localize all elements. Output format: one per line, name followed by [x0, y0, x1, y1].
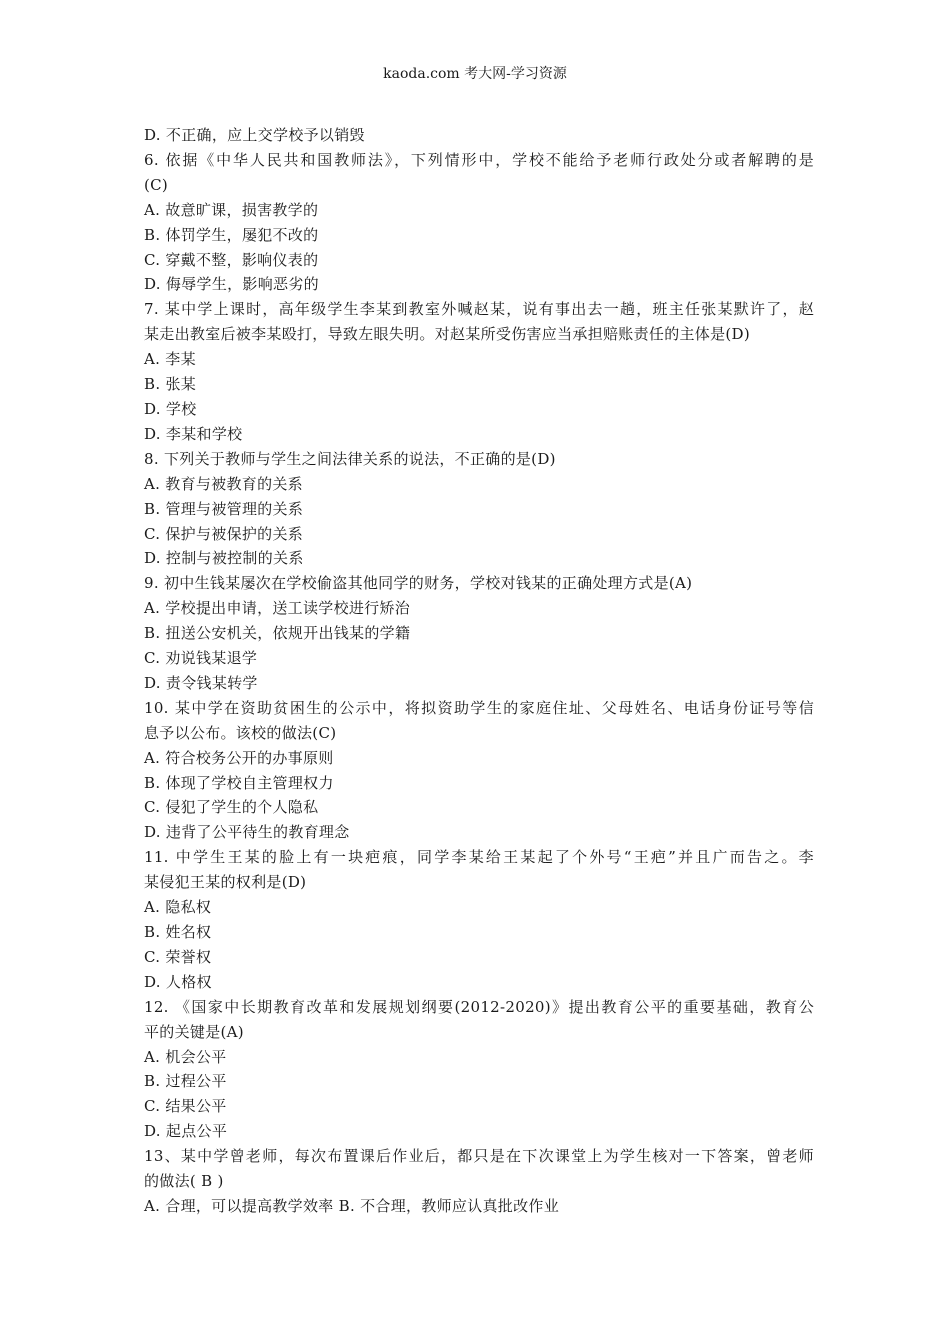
option-line: D. 违背了公平待生的教育理念 — [144, 823, 350, 842]
question-line: 某走出教室后被李某殴打，导致左眼失明。对赵某所受伤害应当承担赔账责任的主体是(D) — [144, 325, 751, 344]
question-line: 7. 某中学上课时，高年级学生李某到教室外喊赵某，说有事出去一趟，班主任张某默许了，赵 — [144, 300, 814, 319]
option-line: A. 教育与被教育的关系 — [144, 474, 303, 493]
option-line: D. 起点公平 — [144, 1122, 228, 1141]
option-line: D. 李某和学校 — [144, 424, 243, 443]
option-line: C. 结果公平 — [144, 1097, 227, 1116]
option-line: C. 保护与被保护的关系 — [144, 524, 304, 543]
question-line: 6. 依据《中华人民共和国教师法》，下列情形中，学校不能给予老师行政处分或者解聘的是 — [144, 150, 814, 169]
option-line: C. 荣誉权 — [144, 947, 212, 966]
option-line: A. 李某 — [144, 350, 196, 369]
question-line: 某侵犯王某的权利是(D) — [144, 873, 307, 892]
question-line: 9. 初中生钱某屡次在学校偷盗其他同学的财务，学校对钱某的正确处理方式是(A) — [144, 574, 693, 593]
option-line: A. 符合校务公开的办事原则 — [144, 748, 334, 767]
question-line: 平的关键是(A) — [144, 1022, 244, 1041]
option-line: A. 隐私权 — [144, 898, 212, 917]
document-body — [144, 123, 814, 1219]
question-line: 12. 《国家中长期教育改革和发展规划纲要(2012-2020)》提出教育公平的重要基础，教育公 — [144, 997, 814, 1016]
option-line: D. 责令钱某转学 — [144, 673, 258, 692]
option-line: B. 姓名权 — [144, 923, 212, 941]
option-line: D. 不正确，应上交学校予以销毁 — [144, 126, 365, 144]
option-line: A. 合理，可以提高教学效率 B. 不合理，教师应认真批改作业 — [144, 1196, 559, 1215]
question-line: 息予以公布。该校的做法(C) — [144, 723, 337, 742]
option-line: D. 侮辱学生，影响恶劣的 — [144, 275, 319, 294]
option-line: D. 控制与被控制的关系 — [144, 549, 304, 568]
option-line: D. 人格权 — [144, 972, 212, 991]
question-line: 11. 中学生王某的脸上有一块疤痕，同学李某给王某起了个外号“王疤”并且广而告之。李 — [144, 848, 814, 867]
option-line: C. 劝说钱某退学 — [144, 649, 258, 668]
option-line: B. 体罚学生，屡犯不改的 — [144, 225, 319, 244]
option-line: A. 学校提出申请，送工读学校进行矫治 — [144, 599, 411, 618]
option-line: C. 穿戴不整，影响仪表的 — [144, 250, 319, 269]
question-line: 10. 某中学在资助贫困生的公示中，将拟资助学生的家庭住址、父母姓名、电话身份证号等信 — [144, 698, 814, 717]
option-line: A. 机会公平 — [144, 1047, 227, 1066]
question-line: 13、某中学曾老师，每次布置课后作业后，都只是在下次课堂上为学生核对一下答案，曾老师 — [144, 1147, 814, 1166]
page-header: kaoda.com 考大网-学习资源 — [383, 66, 567, 82]
question-line: (C) — [144, 175, 169, 194]
option-line: A. 故意旷课，损害教学的 — [144, 200, 319, 219]
option-line: D. 学校 — [144, 399, 197, 418]
option-line: B. 管理与被管理的关系 — [144, 499, 304, 518]
option-line: B. 张某 — [144, 375, 197, 394]
question-line: 的做法( B ) — [144, 1172, 224, 1191]
question-line: 8. 下列关于教师与学生之间法律关系的说法，不正确的是(D) — [144, 449, 556, 468]
option-line: B. 过程公平 — [144, 1072, 227, 1091]
option-line: B. 扭送公安机关，依规开出钱某的学籍 — [144, 624, 411, 643]
option-line: C. 侵犯了学生的个人隐私 — [144, 798, 319, 817]
option-line: B. 体现了学校自主管理权力 — [144, 773, 334, 792]
